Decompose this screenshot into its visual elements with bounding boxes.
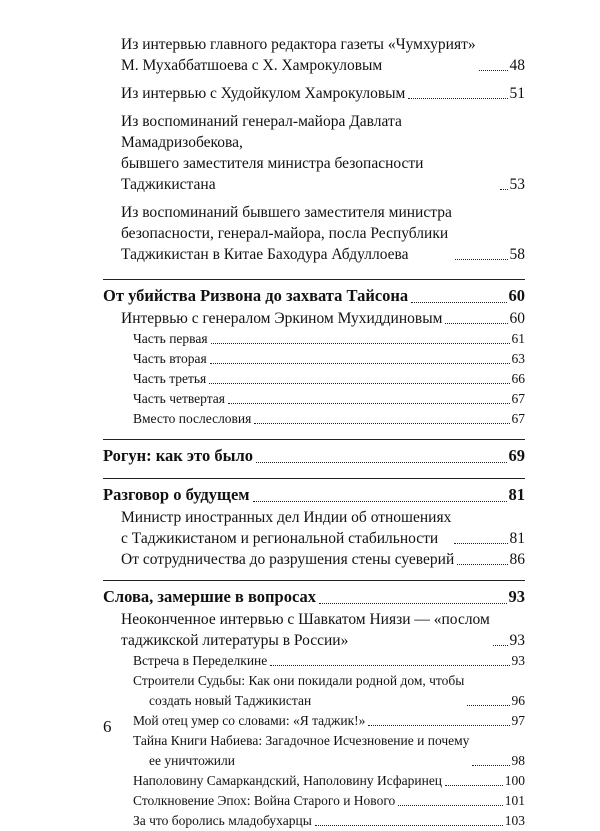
toc-entry-part-three[interactable] <box>103 369 525 389</box>
dot-leader <box>398 805 502 806</box>
toc-page-number: 93 <box>508 587 525 606</box>
dot-leader <box>455 259 508 260</box>
toc-entry-young-bukharans[interactable] <box>103 811 525 831</box>
toc-page-number: 93 <box>509 632 525 649</box>
toc-entry-title: Неоконченное интервью с Шавкатом Ниязи — «послом таджикской литературы в России» <box>121 611 490 649</box>
toc-entry-title: Часть вторая <box>133 351 207 366</box>
toc-entry-title: Столкновение Эпох: Война Старого и Нового <box>133 793 396 808</box>
toc-section-title: От убийства Ризвона до захвата Тайсона <box>103 286 409 305</box>
toc-page-number: 86 <box>509 551 525 568</box>
toc-page-number: 67 <box>511 391 525 406</box>
toc-entry-title: Министр иностранных дел Индии об отношениях с Таджикистаном и региональной стабильности <box>121 509 452 547</box>
dot-leader <box>319 603 507 604</box>
dot-leader <box>454 543 507 544</box>
toc-page-number: 98 <box>511 753 525 768</box>
toc-section-rizvon-tayson[interactable] <box>103 279 525 308</box>
dot-leader <box>445 785 503 786</box>
toc-entry-part-one[interactable] <box>103 329 525 349</box>
toc-section-title: Разговор о будущем <box>103 485 250 504</box>
toc-entry-title: Встреча в Переделкине <box>133 653 268 668</box>
toc-entry-title: За что боролись младобухарцы <box>133 813 312 828</box>
toc-entry-title: Часть третья <box>133 371 207 386</box>
toc-page-number: 103 <box>504 813 525 828</box>
toc-entry-title: Вместо послесловия <box>133 411 252 426</box>
toc-page-number: 53 <box>509 176 525 193</box>
toc-page-number: 48 <box>509 57 525 74</box>
toc-page-number: 69 <box>508 446 525 465</box>
dot-leader <box>500 189 508 190</box>
toc-entry-cooperation[interactable] <box>103 549 525 570</box>
dot-leader <box>493 645 508 646</box>
toc-page-number: 51 <box>509 85 525 102</box>
toc-entry-mukhiddinov-interview[interactable] <box>103 308 525 329</box>
toc-entry-title: Часть четвертая <box>133 391 225 406</box>
toc-section-rogun[interactable] <box>103 439 525 468</box>
dot-leader <box>472 765 509 766</box>
dot-leader <box>209 383 509 384</box>
toc-page-number: 81 <box>509 530 525 547</box>
toc-entry-title: Мой отец умер со словами: «Я таджик!» <box>133 713 366 728</box>
toc-page-number: 97 <box>511 713 525 728</box>
toc-entry-title: Из интервью с Худойкулом Хамрокуловым <box>121 85 406 102</box>
toc-page-number: 61 <box>511 331 525 346</box>
toc-entry-part-two[interactable] <box>103 349 525 369</box>
dot-leader <box>228 403 510 404</box>
dot-leader <box>479 70 508 71</box>
toc-entry-title: Наполовину Самаркандский, Наполовину Исфаринец <box>133 773 443 788</box>
toc-page-number: 58 <box>509 246 525 263</box>
toc-page-number: 60 <box>508 286 525 305</box>
toc-entry-title: Из воспоминаний бывшего заместителя министра безопасности, генерал-майора, посла Республики Таджикистан в Китае Баходура Абдуллоева <box>121 204 452 263</box>
toc-page-number: 101 <box>504 793 525 808</box>
dot-leader <box>256 462 507 463</box>
toc-entry-niyazi-interview[interactable] <box>103 609 525 651</box>
dot-leader <box>457 564 507 565</box>
toc-page-number: 100 <box>504 773 525 788</box>
toc-page-number: 81 <box>508 485 525 504</box>
toc-entry-chumhuriyat-interview[interactable] <box>103 34 525 76</box>
toc-entry-title: Тайна Книги Набиева: Загадочное Исчезновение и почему ее уничтожили <box>133 733 470 768</box>
toc-entry-afterword[interactable] <box>103 409 525 429</box>
dot-leader <box>253 501 507 502</box>
toc-entry-title: Из воспоминаний генерал-майора Давлата Мамадризобекова, бывшего заместителя министра безопасности Таджикистана <box>121 113 424 193</box>
toc-entry-nabiev-book[interactable] <box>103 731 525 771</box>
toc-section-title: Слова, замершие в вопросах <box>103 587 316 606</box>
toc-entry-father-words[interactable] <box>103 711 525 731</box>
dot-leader <box>254 423 509 424</box>
toc-entry-title: Часть первая <box>133 331 208 346</box>
toc-entry-india-minister[interactable] <box>103 507 525 549</box>
toc-entry-peredelkino[interactable] <box>103 651 525 671</box>
toc-section-title: Рогун: как это было <box>103 446 253 465</box>
toc-entry-abdulloev-memoirs[interactable] <box>103 202 525 265</box>
dot-leader <box>270 665 509 666</box>
toc-page-number: 93 <box>511 653 525 668</box>
toc-entry-half-samarkand[interactable] <box>103 771 525 791</box>
toc-page-number: 60 <box>509 310 525 327</box>
dot-leader <box>211 343 510 344</box>
toc-entry-part-four[interactable] <box>103 389 525 409</box>
page-number: 6 <box>103 717 112 736</box>
toc-entry-title: Строители Судьбы: Как они покидали родной дом, чтобы создать новый Таджикистан <box>133 673 465 708</box>
toc-entry-title: Интервью с генералом Эркином Мухиддиновым <box>121 310 443 327</box>
dot-leader <box>467 705 509 706</box>
toc-entry-title: От сотрудничества до разрушения стены суеверий <box>121 551 455 568</box>
toc-entry-builders-of-fate[interactable] <box>103 671 525 711</box>
dot-leader <box>368 725 509 726</box>
toc-page-number: 67 <box>511 411 525 426</box>
toc-entry-clash-of-eras[interactable] <box>103 791 525 811</box>
toc-page-number: 63 <box>511 351 525 366</box>
toc-entry-title: Из интервью главного редактора газеты «Чумхурият» М. Мухаббатшоева с Х. Хамрокуловым <box>121 36 476 74</box>
toc-section-frozen-words[interactable] <box>103 580 525 609</box>
dot-leader <box>315 825 503 826</box>
dot-leader <box>445 323 507 324</box>
toc-entry-khudoykul-interview[interactable] <box>103 83 525 104</box>
toc-page-number: 66 <box>511 371 525 386</box>
table-of-contents <box>103 34 525 831</box>
toc-page-number: 96 <box>511 693 525 708</box>
toc-section-future-talk[interactable] <box>103 478 525 507</box>
dot-leader <box>411 302 506 303</box>
dot-leader <box>210 363 510 364</box>
toc-entry-mamadrizobekov-memoirs[interactable] <box>103 111 525 195</box>
dot-leader <box>408 98 507 99</box>
